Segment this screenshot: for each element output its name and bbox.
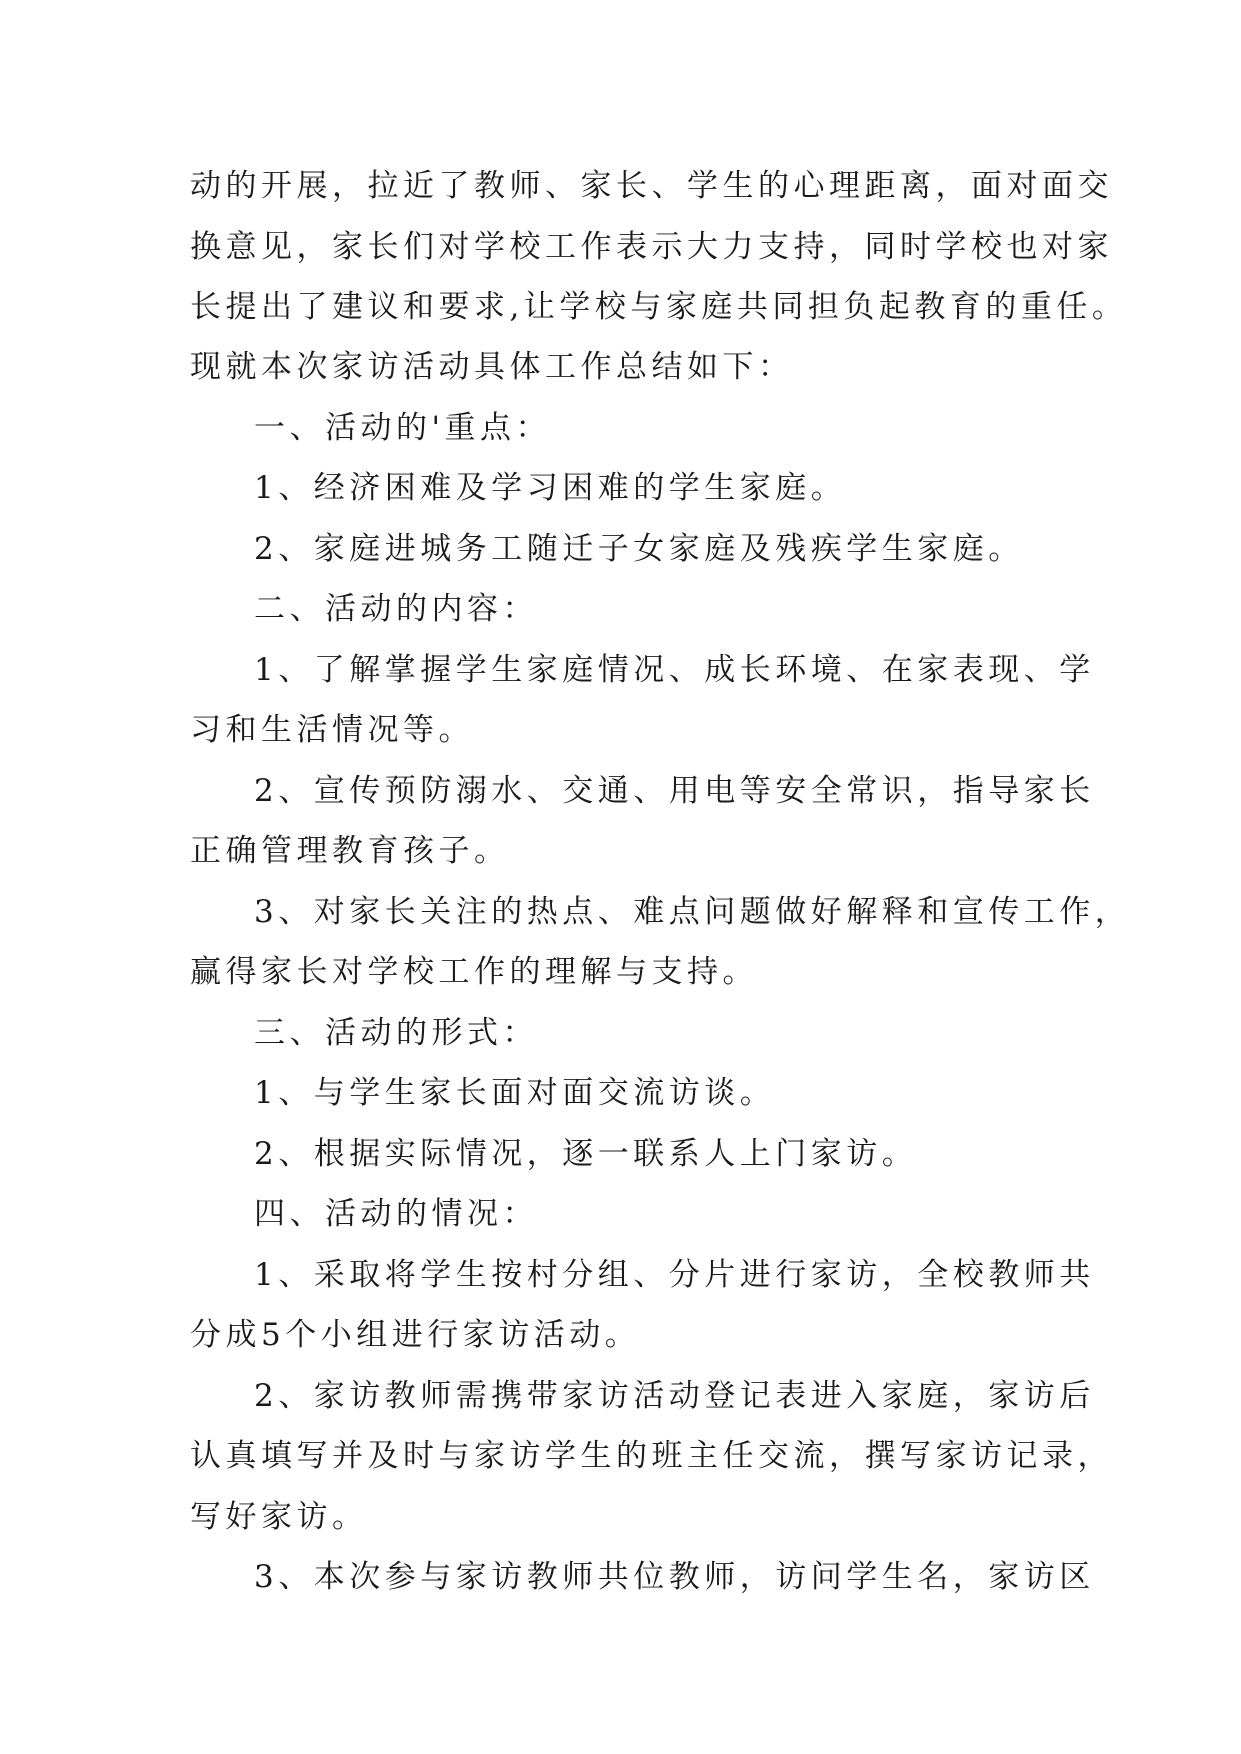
section-heading: 三、活动的形式： (254, 1015, 538, 1051)
list-item: 1、与学生家长面对面交流访谈。 (254, 1075, 776, 1111)
section-heading: 一、活动的'重点： (254, 410, 552, 446)
list-item-continuation: 赢得家长对学校工作的理解与支持。 (190, 954, 758, 990)
list-item: 2、根据实际情况，逐一联系人上门家访。 (254, 1136, 918, 1172)
paragraph-line: 动的开展，拉近了教师、家长、学生的心理距离，面对面交 (190, 168, 1113, 204)
list-item-continuation: 认真填写并及时与家访学生的班主任交流，撰写家访记录， (190, 1438, 1113, 1474)
paragraph-line: 换意见，家长们对学校工作表示大力支持，同时学校也对家 (190, 229, 1113, 265)
list-item: 1、了解掌握学生家庭情况、成长环境、在家表现、学 (254, 652, 1095, 688)
list-item-continuation: 正确管理教育孩子。 (190, 833, 510, 869)
list-item: 1、经济困难及学习困难的学生家庭。 (254, 470, 847, 506)
list-item: 2、宣传预防溺水、交通、用电等安全常识，指导家长 (254, 773, 1095, 809)
paragraph-line: 现就本次家访活动具体工作总结如下： (190, 349, 794, 385)
list-item-continuation: 习和生活情况等。 (190, 712, 474, 748)
list-item-continuation: 写好家访。 (190, 1499, 368, 1535)
list-item-continuation: 分成5个小组进行家访活动。 (190, 1317, 641, 1353)
list-item: 3、对家长关注的热点、难点问题做好解释和宣传工作， (254, 894, 1131, 930)
list-item: 1、采取将学生按村分组、分片进行家访，全校教师共 (254, 1257, 1095, 1293)
list-item: 3、本次参与家访教师共位教师，访问学生名，家访区 (254, 1559, 1095, 1595)
paragraph-line: 长提出了建议和要求,让学校与家庭共同担负起教育的重任。 (190, 289, 1128, 325)
section-heading: 四、活动的情况： (254, 1196, 538, 1232)
section-heading: 二、活动的内容： (254, 591, 538, 627)
list-item: 2、家庭进城务工随迁子女家庭及残疾学生家庭。 (254, 531, 1024, 567)
list-item: 2、家访教师需携带家访活动登记表进入家庭，家访后 (254, 1378, 1095, 1414)
